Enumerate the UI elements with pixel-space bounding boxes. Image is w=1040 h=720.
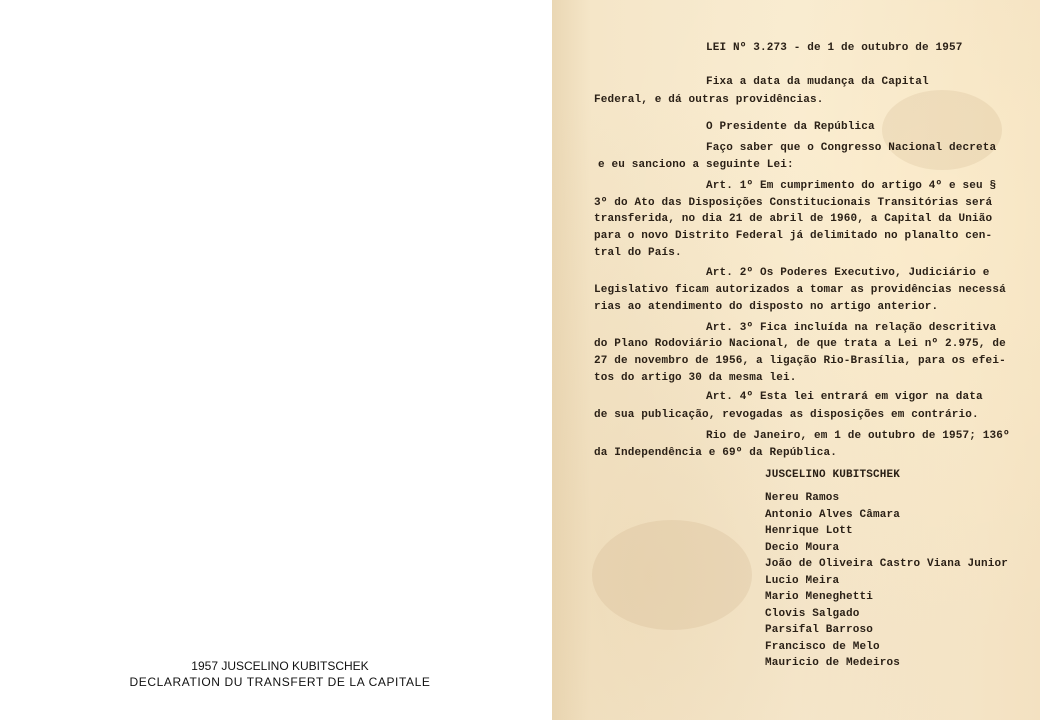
caption-line-2: DECLARATION DU TRANSFERT DE LA CAPITALE [129, 675, 431, 689]
signature-line: Decio Moura [765, 542, 840, 554]
fecho-line-2: da Independência e 69º da República. [594, 447, 838, 459]
art4-line-2: de sua publicação, revogadas as disposições em contrário. [594, 409, 979, 421]
caption [100, 658, 460, 690]
art3-line-3: 27 de novembro de 1956, a ligação Rio-Brasília, para os efei- [594, 355, 1006, 367]
signature-president: JUSCELINO KUBITSCHEK [765, 469, 901, 481]
ementa-line-2: Federal, e dá outras providências. [594, 94, 824, 106]
fecho-line-1: Rio de Janeiro, em 1 de outubro de 1957; 136º [706, 430, 1010, 442]
preambulo-line-2: e eu sanciono a seguinte Lei: [598, 159, 794, 171]
signature-line: Clovis Salgado [765, 608, 860, 620]
art2-line-1: Art. 2º Os Poderes Executivo, Judiciário e [706, 267, 990, 279]
signature-line: Lucio Meira [765, 575, 840, 587]
signature-line: Henrique Lott [765, 525, 853, 537]
paper-stain [882, 90, 1002, 170]
art3-line-2: do Plano Rodoviário Nacional, de que trata a Lei nº 2.975, de [594, 338, 1006, 350]
signature-line: Nereu Ramos [765, 492, 840, 504]
signature-line: Francisco de Melo [765, 641, 880, 653]
signature-line: Mario Meneghetti [765, 591, 874, 603]
law-title: LEI Nº 3.273 - de 1 de outubro de 1957 [706, 42, 963, 54]
art1-line-4: para o novo Distrito Federal já delimitado no planalto cen- [594, 230, 993, 242]
paper-stain [592, 520, 752, 630]
presidente-line: O Presidente da República [706, 121, 875, 133]
art1-line-1: Art. 1º Em cumprimento do artigo 4º e seu § [706, 180, 997, 192]
document-scan [552, 0, 1040, 720]
preambulo-line-1: Faço saber que o Congresso Nacional decreta [706, 142, 997, 154]
art1-line-3: transferida, no dia 21 de abril de 1960, a Capital da União [594, 213, 993, 225]
caption-line-1: 1957 JUSCELINO KUBITSCHEK [191, 659, 369, 673]
art2-line-2: Legislativo ficam autorizados a tomar as providências necessá [594, 284, 1006, 296]
art4-line-1: Art. 4º Esta lei entrará em vigor na data [706, 391, 983, 403]
art1-line-2: 3º do Ato das Disposições Constitucionais Transitórias será [594, 197, 993, 209]
art3-line-1: Art. 3º Fica incluída na relação descritiva [706, 322, 997, 334]
signature-line: João de Oliveira Castro Viana Junior [765, 558, 1009, 570]
signature-line: Mauricio de Medeiros [765, 657, 901, 669]
ementa-line-1: Fixa a data da mudança da Capital [706, 76, 929, 88]
art2-line-3: rias ao atendimento do disposto no artigo anterior. [594, 301, 939, 313]
signature-line: Parsifal Barroso [765, 624, 874, 636]
art3-line-4: tos do artigo 30 da mesma lei. [594, 372, 797, 384]
art1-line-5: tral do País. [594, 247, 682, 259]
signature-line: Antonio Alves Câmara [765, 509, 901, 521]
